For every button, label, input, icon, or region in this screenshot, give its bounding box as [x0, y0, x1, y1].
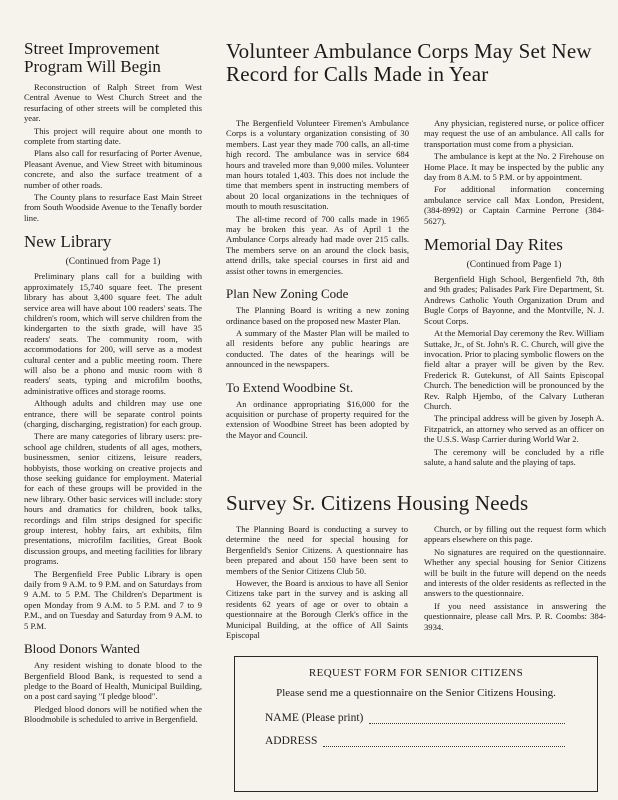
senior-paragraph: If you need assistance in answering the questionnaire, please call Mrs. P. R. Coombs: 384-3934. [424, 600, 606, 632]
street-paragraph: Plans also call for resurfacing of Porter Avenue, Pleasant Avenue, and View Street with bituminous concrete, and also the surface treatment of a number of other roads. [24, 148, 202, 190]
street-paragraph: This project will require about one month to complete from starting date. [24, 125, 202, 147]
library-paragraph: There are many categories of library users: pre-school age children, students of all ages, mothers, businessmen, senior citizens, leisure readers, hobbyists, those working on creative projects and those seeking guidance for employment. Material for each of these groups will be provided in the new library. Other basic services will include: story hours and dramatics for children, book talks, recordings and film strips designed for specific group interest, hobby fairs, art exhibits, film presentations, microfilm facilities, Great Book discussion groups, and meeting facilities for library programs. [24, 431, 202, 567]
blood-paragraph: Pledged blood donors will be notified when the Bloodmobile is scheduled to arrive in Bergenfield. [24, 703, 202, 725]
senior-paragraph: The Planning Board is conducting a survey to determine the need for special housing for Bergenfield's Senior Citizens. A questionnaire has been prepared and about 150 have been sent to members of the Senior Citizens Club 50. [226, 524, 408, 576]
ambulance-headline: Volunteer Ambulance Corps May Set New Record for Calls Made in Year [226, 39, 592, 86]
blood-paragraph: Any resident wishing to donate blood to the Bergenfield Blood Bank, is requested to send a pledge to the Board of Health, Municipal Building, on a post card saying "I pledge blood". [24, 660, 202, 702]
ambulance-paragraph: Any physician, registered nurse, or police officer may request the use of an ambulance. All calls for transportation must come from a physician. [424, 118, 604, 149]
zoning-paragraph: A summary of the Master Plan will be mailed to all residents before any public hearings are conducted. The dates of the hearings will be announced in the newspapers. [226, 327, 409, 370]
street-paragraph: The County plans to resurface East Main Street from South Woodside Avenue to the Tenafly border line. [24, 192, 202, 223]
senior-paragraph: Church, or by filling out the request form which appears elsewhere on this page. [424, 524, 606, 545]
address-label: ADDRESS [265, 735, 318, 747]
name-label: NAME (Please print) [265, 712, 364, 724]
left-column [24, 40, 202, 727]
ambulance-paragraph: The ambulance is kept at the No. 2 Firehouse on Home Place. It may be inspected by the public any day from 8 A.M. to 5 P.M. or by appointment. [424, 151, 604, 183]
ambulance-paragraph: The all-time record of 700 calls made in 1965 may be broken this year. As of April 1 the Ambulance Corps already had made over 215 calls. The members serve on an around the clock basis, attend drills, take special courses in first aid and assist other towns in emergencies. [226, 213, 409, 276]
library-paragraph: Although adults and children may use one entrance, there will be separate control points (charging, discharging, registration) for each group. [24, 398, 202, 429]
library-heading: New Library [24, 232, 112, 252]
ambulance-headline-block [226, 40, 606, 86]
address-field-row[interactable] [265, 734, 585, 747]
library-continued: (Continued from Page 1) [65, 257, 161, 268]
senior-column-b [424, 524, 606, 634]
zoning-paragraph: The Planning Board is writing a new zoning ordinance based on the proposed new Master Plan. [226, 305, 409, 326]
senior-housing-article [226, 491, 606, 747]
request-form [234, 656, 598, 792]
memorial-paragraph: The principal address will be given by Joseph A. Fitzpatrick, an attorney who served as an officer on the U.S.S. Wasp Carrier during World War 2. [424, 413, 604, 445]
blood-heading: Blood Donors Wanted [24, 641, 140, 657]
library-paragraph: Preliminary plans call for a building with approximately 15,740 square feet. The present library has about 3,400 square feet. The adult service area will have about 100 readers' seats. The children's room, which will serve children from the kindergarten to the sixth grade, will have 35 readers' seats. The community room, with accommodations for 200, will serve as a modest cultural center and a public meeting room. There will also be a phono and music room with 8 readers' seats, typing and microfilm booths, administrative offices and storage rooms. [24, 271, 202, 396]
senior-column-a [226, 524, 408, 642]
library-paragraph: The Bergenfield Free Public Library is open daily from 9 A.M. to 9 P.M. and on Saturdays from 9 A.M. to 5 P.M. The Children's Department is open Monday from 9 A.M. to 5 P.M. and 7 to 9 P.M., and on Tuesday and Saturday from 9 A.M. to 5 P.M. [24, 568, 202, 631]
woodbine-paragraph: An ordinance appropriating $16,000 for the acquisition or purchase of property required for the extension of Woodbine Street has been adopted by the Mayor and Council. [226, 398, 409, 440]
request-form-line: Please send me a questionnaire on the Senior Citizens Housing. [276, 687, 556, 699]
memorial-paragraph: Bergenfield High School, Bergenfield 7th, 8th and 9th grades; Palisades Park Fire Department, St. Andrews Catholic Youth Organization Drum and Bugle Corps of Bayonne, and the Montville, N. J. Scout Corps. [424, 274, 604, 326]
ambulance-paragraph: The Bergenfield Volunteer Firemen's Ambulance Corps is a voluntary organization consisting of 30 members. Last year they made 700 calls, an all-time high record. The ambulance was in service 684 hours and traveled more than 9,000 miles. Volunteer man hours totaled 1,403. This does not include the time that members spent in instructing members of about 20 local organizations in the techniques of mouth to mouth resuscitation. [226, 118, 409, 212]
request-form-title: REQUEST FORM FOR SENIOR CITIZENS [308, 667, 524, 679]
senior-paragraph: However, the Board is anxious to have all Senior Citizens take part in the survey and is asking all residents 62 years of age or over to obtain a questionnaire at the Borough Clerk's office in the Municipal Building, at the office of All Saints Episcopal [226, 578, 408, 641]
memorial-paragraph: At the Memorial Day ceremony the Rev. William Suttake, Jr., of St. John's R. C. Church, will give the invocation. Prior to placing symbolic flowers on the field altar a prayer will be given by the Rev. Frederick R. Gutekunst, of All Saints Episcopal Church. The benediction will be pronounced by the Rev. Ralph Hjembo, of the Calvary Lutheran Church. [424, 328, 604, 411]
memorial-paragraph: The ceremony will be concluded by a rifle salute, a hand salute and the playing of taps. [424, 446, 604, 467]
right-column [424, 118, 604, 469]
woodbine-heading: To Extend Woodbine St. [226, 379, 354, 395]
memorial-continued: (Continued from Page 1) [466, 260, 562, 271]
middle-column [226, 118, 409, 442]
name-field[interactable] [369, 711, 565, 724]
street-heading: Street Improvement Program Will Begin [24, 39, 161, 76]
senior-paragraph: No signatures are required on the questionnaire. Whether any special housing for Senior Citizens will be built in the future will depend on the needs and interests of the older residents as reflected in the answers to the questionnaire. [424, 546, 606, 599]
senior-headline: Survey Sr. Citizens Housing Needs [226, 491, 529, 515]
memorial-heading: Memorial Day Rites [424, 235, 563, 255]
name-field-row[interactable] [265, 711, 585, 724]
street-paragraph: Reconstruction of Ralph Street from West Central Avenue to West Church Street and the resurfacing of other streets will be completed this year. [24, 82, 202, 124]
address-field[interactable] [323, 734, 565, 747]
zoning-heading: Plan New Zoning Code [226, 286, 349, 302]
ambulance-paragraph: For additional information concerning ambulance service call Max London, President, (384-8992) or Captain Carmine Perrone (384-5627). [424, 184, 604, 226]
